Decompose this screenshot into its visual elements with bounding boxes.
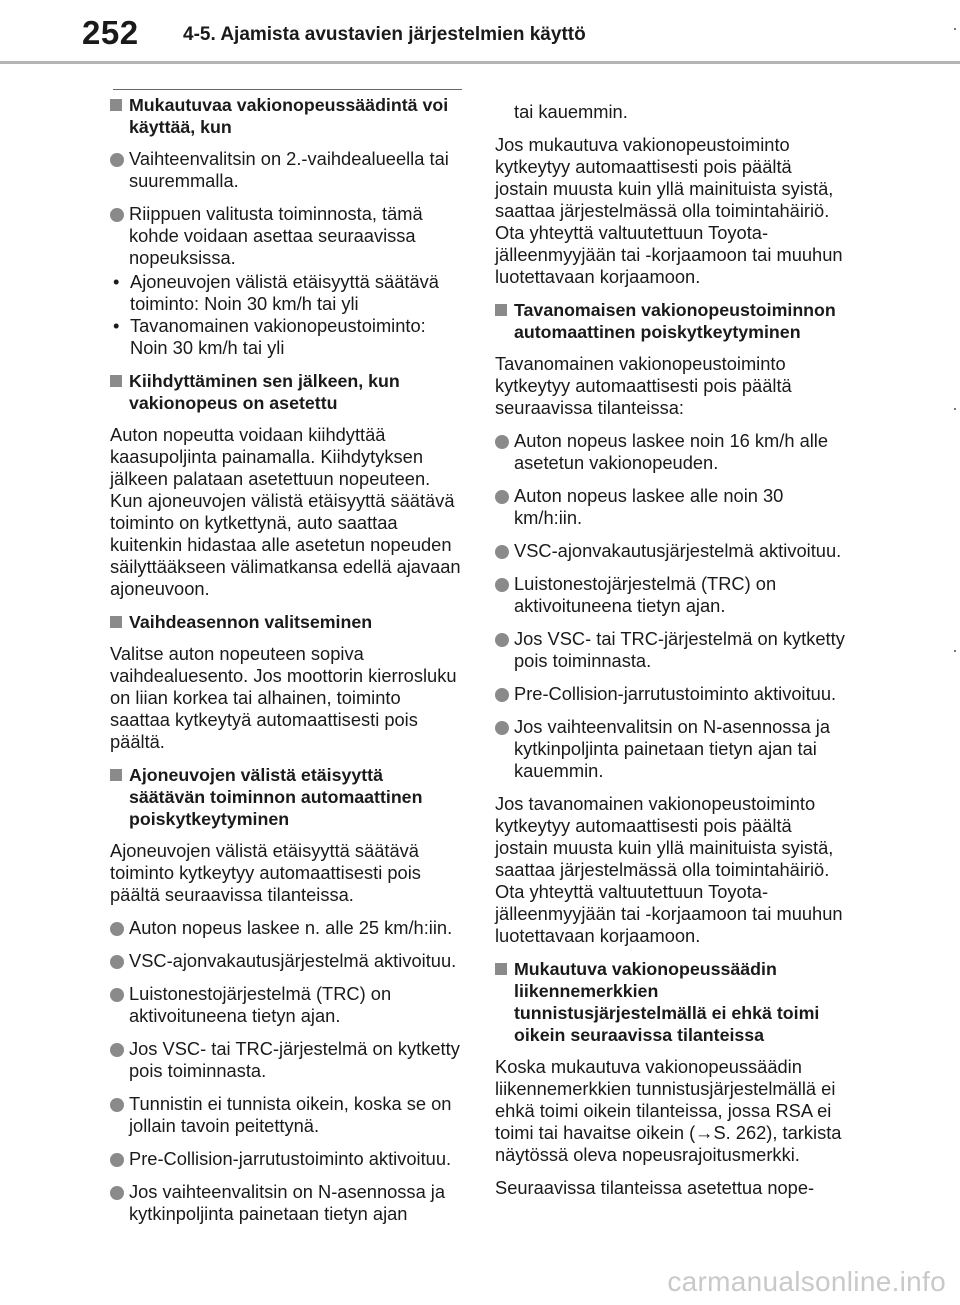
sub-item	[110, 315, 462, 359]
bullet-text: Auton nopeus laskee noin 16 km/h alle asetetun vakionopeuden.	[514, 430, 829, 473]
paragraph: Seuraavissa tilanteissa asetettua nope-	[495, 1177, 815, 1198]
bullet-item	[110, 1181, 462, 1225]
section-heading: Vaihdeasennon valitseminen	[110, 611, 462, 633]
bullet-dot-icon	[495, 435, 509, 449]
bullet-text: VSC-ajonvakautusjärjestelmä aktivoituu.	[514, 540, 842, 561]
bullet-dot-icon	[110, 153, 124, 167]
bullet-dot-icon	[110, 988, 124, 1002]
scan-speck	[954, 408, 956, 410]
section-heading: Ajoneuvojen välistä etäisyyttä säätävän toiminnon automaattinen poiskytkeytyminen	[110, 764, 462, 830]
column-top-rule	[113, 89, 462, 90]
bullet-dot-icon	[110, 208, 124, 222]
bullet-text: Riippuen valitusta toiminnosta, tämä kohde voidaan asettaa seuraavissa nopeuksissa.	[129, 203, 423, 268]
bullet-text: Jos VSC- tai TRC-järjestelmä on kytketty pois toiminnasta.	[514, 628, 845, 671]
sub-bullet-icon: •	[113, 315, 120, 336]
bullet-text: Auton nopeus laskee alle noin 30 km/h:iin.	[514, 485, 784, 528]
section-heading: Kiihdyttäminen sen jälkeen, kun vakionopeus on asetettu	[110, 370, 462, 414]
watermark: carmanualsonline.info	[667, 1266, 946, 1297]
bullet-item	[110, 203, 462, 269]
paragraph: Jos tavanomainen vakionopeustoiminto kytkeytyy automaattisesti pois päältä jostain muusta kuin yllä mainituista syistä, saattaa järjestelmässä olla toimintahäiriö. Ota yhteyttä valtuutettuun Toyota-jälleenmyyjään tai -korjaamoon tai muuhun luotettavaan korjaamoon.	[495, 793, 843, 946]
bullet-text: Auton nopeus laskee n. alle 25 km/h:iin.	[129, 917, 453, 938]
bullet-item	[110, 1093, 462, 1137]
bullet-dot-icon	[495, 578, 509, 592]
bullet-item	[110, 983, 462, 1027]
sub-item	[110, 271, 462, 315]
continued-text: tai kauemmin.	[514, 101, 628, 122]
bullet-dot-icon	[110, 1186, 124, 1200]
sub-item-text: Tavanomainen vakionopeustoiminto: Noin 30 km/h tai yli	[130, 315, 426, 358]
bullet-text: Vaihteenvalitsin on 2.-vaihdealueella tai suuremmalla.	[129, 148, 449, 191]
paragraph: Ajoneuvojen välistä etäisyyttä säätävä toiminto kytkeytyy automaattisesti pois päältä seuraavissa tilanteissa.	[110, 840, 421, 905]
scan-speck	[954, 28, 956, 30]
page-number: 252	[82, 14, 139, 51]
bullet-text: Luistonestojärjestelmä (TRC) on aktivoituneena tietyn ajan.	[514, 573, 777, 616]
right-column	[495, 101, 847, 1210]
bullet-item	[495, 485, 847, 529]
bullet-text: Jos VSC- tai TRC-järjestelmä on kytketty pois toiminnasta.	[129, 1038, 460, 1081]
bullet-text: VSC-ajonvakautusjärjestelmä aktivoituu.	[129, 950, 457, 971]
section-heading: Tavanomaisen vakionopeustoiminnon automaattinen poiskytkeytyminen	[495, 299, 847, 343]
bullet-item	[495, 683, 847, 705]
bullet-dot-icon	[110, 955, 124, 969]
bullet-text: Luistonestojärjestelmä (TRC) on aktivoituneena tietyn ajan.	[129, 983, 392, 1026]
bullet-dot-icon	[495, 633, 509, 647]
paragraph: Koska mukautuva vakionopeussäädin liikennemerkkien tunnistusjärjestelmällä ei ehkä toimi oikein tilanteissa, jossa RSA ei toimi tai havaitse oikein (→S. 262), tarkista näytössä oleva nopeusrajoitusmerkki.	[495, 1056, 842, 1165]
bullet-dot-icon	[495, 688, 509, 702]
bullet-item	[110, 1038, 462, 1082]
bullet-dot-icon	[495, 721, 509, 735]
sub-bullet-icon: •	[113, 271, 120, 292]
bullet-text: Pre-Collision-jarrutustoiminto aktivoituu.	[129, 1148, 452, 1169]
header-divider	[0, 61, 960, 64]
bullet-item	[110, 950, 462, 972]
scan-speck	[954, 650, 956, 652]
paragraph: Auton nopeutta voidaan kiihdyttää kaasupoljinta painamalla. Kiihdytyksen jälkeen palataan asetettuun nopeuteen. Kun ajoneuvojen välistä etäisyyttä säätävä toiminto on kytkettynä, auto saattaa kuitenkin hidastaa alle asetetun nopeuden säilyttääkseen välimatkansa edellä ajavaan ajoneuvoon.	[110, 424, 461, 599]
page-header	[0, 0, 960, 64]
bullet-item	[110, 148, 462, 192]
bullet-item	[110, 1148, 462, 1170]
bullet-text: Tunnistin ei tunnista oikein, koska se on jollain tavoin peitettynä.	[129, 1093, 452, 1136]
bullet-dot-icon	[495, 490, 509, 504]
bullet-dot-icon	[110, 1153, 124, 1167]
bullet-item	[495, 540, 847, 562]
bullet-dot-icon	[110, 922, 124, 936]
left-column	[110, 94, 462, 1236]
paragraph: Valitse auton nopeuteen sopiva vaihdealuesento. Jos moottorin kierrosluku on liian korkea tai alhainen, toiminto saattaa kytkeytyä automaattisesti pois päältä.	[110, 643, 457, 752]
bullet-text: Jos vaihteenvalitsin on N-asennossa ja kytkinpoljinta painetaan tietyn ajan	[129, 1181, 446, 1224]
sub-item-text: Ajoneuvojen välistä etäisyyttä säätävä toiminto: Noin 30 km/h tai yli	[130, 271, 439, 314]
bullet-text: Pre-Collision-jarrutustoiminto aktivoituu.	[514, 683, 837, 704]
bullet-dot-icon	[495, 545, 509, 559]
section-heading: Mukautuva vakionopeussäädin liikennemerkkien tunnistusjärjestelmällä ei ehkä toimi oikein seuraavissa tilanteissa	[495, 958, 847, 1046]
section-title: 4-5. Ajamista avustavien järjestelmien käyttö	[183, 24, 586, 45]
paragraph: Jos mukautuva vakionopeustoiminto kytkeytyy automaattisesti pois päältä jostain muusta kuin yllä mainituista syistä, saattaa järjestelmässä olla toimintahäiriö. Ota yhteyttä valtuutettuun Toyota-jälleenmyyjään tai -korjaamoon tai muuhun luotettavaan korjaamoon.	[495, 134, 843, 287]
bullet-item	[495, 430, 847, 474]
bullet-item	[495, 628, 847, 672]
bullet-item	[495, 573, 847, 617]
bullet-item	[495, 716, 847, 782]
bullet-item	[110, 917, 462, 939]
paragraph: Tavanomainen vakionopeustoiminto kytkeytyy automaattisesti pois päältä seuraavissa tilanteissa:	[495, 353, 792, 418]
bullet-text: Jos vaihteenvalitsin on N-asennossa ja kytkinpoljinta painetaan tietyn ajan tai kauemmin.	[514, 716, 831, 781]
bullet-dot-icon	[110, 1043, 124, 1057]
bullet-dot-icon	[110, 1098, 124, 1112]
section-heading: Mukautuvaa vakionopeussäädintä voi käyttää, kun	[110, 94, 462, 138]
